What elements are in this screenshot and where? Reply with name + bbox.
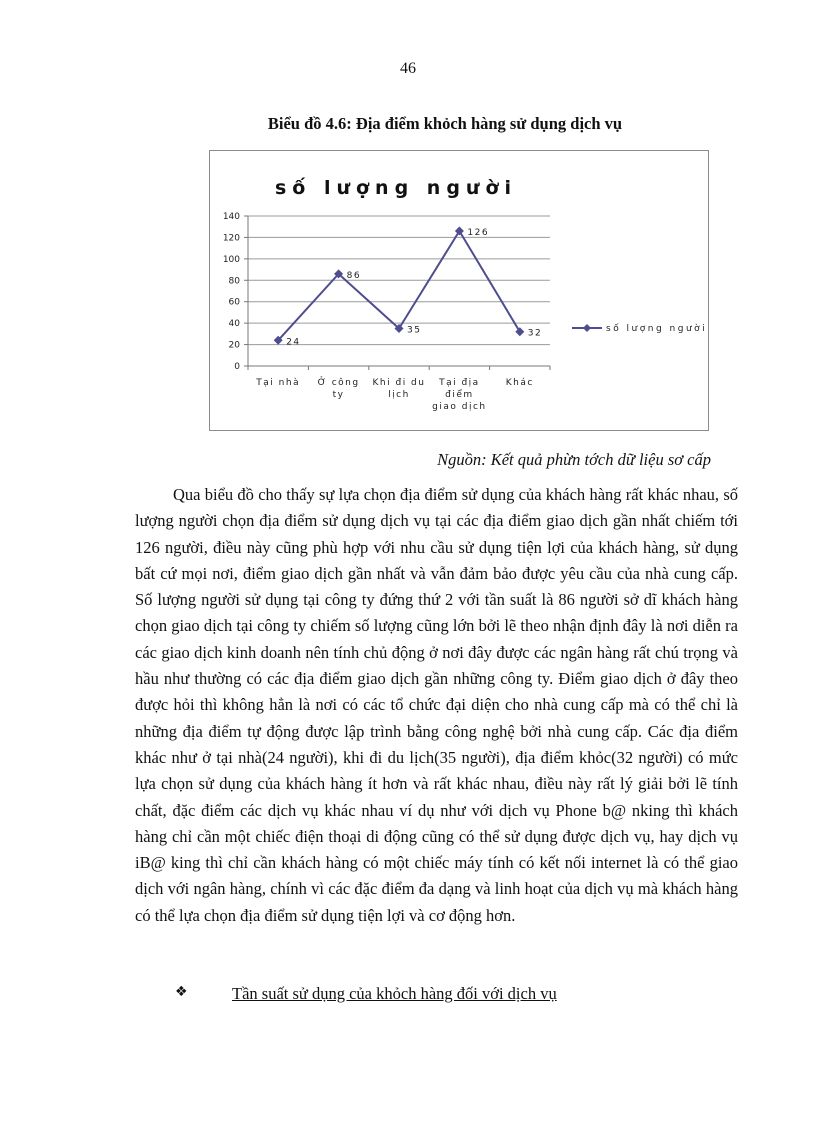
x-category-label: ty: [332, 390, 345, 400]
y-tick-label: 140: [222, 212, 240, 222]
legend-label: số lượng người: [606, 324, 708, 334]
data-label: 35: [407, 325, 422, 336]
x-category-label: Ở công: [317, 378, 360, 388]
chart-title: số lượng người: [274, 177, 518, 199]
chart-svg: [210, 151, 708, 430]
x-category-label: Tại địa: [439, 378, 480, 388]
data-point: [455, 227, 464, 236]
line-chart: [209, 150, 709, 431]
data-label: 86: [346, 270, 362, 281]
data-point: [515, 327, 524, 336]
data-label: 126: [467, 228, 490, 238]
x-category-label: giao dịch: [432, 402, 487, 412]
y-tick-label: 100: [222, 254, 240, 265]
body-paragraph: Qua biểu đồ cho thấy sự lựa chọn địa điểm sử dụng của khách hàng rất khác nhau, số lượng người chọn địa điểm sử dụng dịch vụ tại các địa điểm giao dịch gần nhất chiếm tới 126 người, điều này cũng phù hợp với nhu cầu sử dụng tiện lợi của khách hàng, sử dụng bất cứ mọi nơi, điểm giao dịch gần nhất và vẫn đảm bảo được yêu cầu của nhà cung cấp. Số lượng người sử dụng tại công ty đứng thứ 2 với tần suất là 86 người sở dĩ khách hàng chọn giao dịch tại công ty chiếm số lượng cũng lớn bởi lẽ theo nhận định đây là nơi diễn ra các giao dịch kinh doanh nên tính chủ động ở nơi đây được các ngân hàng rất chú trọng và hầu như thường có các địa điểm giao dịch gần những công ty. Điểm giao dịch ở đây theo được hỏi thì không hẳn là nơi có các tổ chức đại diện cho nhà cung cấp mà có thể chỉ là những địa điểm tự động được lập trình bằng công nghệ bởi nhà cung cấp. Các địa điểm khác như ở tại nhà(24 người), khi đi du lịch(35 người), địa điểm khỏc(32 người) có mức lựa chọn sử dụng của khách hàng ít hơn và rất khác nhau, điều này rất lý giải bởi lẽ tính chất, đặc điểm các dịch vụ khác nhau ví dụ như với dịch vụ Phone b@ nking thì khách hàng chỉ cần một chiếc điện thoại di động cũng có thể sử dụng được dịch vụ, hay dịch vụ iB@ king thì chỉ cần khách hàng có một chiếc máy tính có kết nối internet là có thể giao dịch với ngân hàng, chính vì các đặc điểm đa dạng và linh hoạt của dịch vụ mà khách hàng có thể lựa chọn địa điểm sử dụng tiện lợi và cơ động hơn.: [135, 485, 738, 925]
data-label: 32: [527, 328, 543, 339]
source-note: Nguồn: Kết quả phừn tớch dữ liệu sơ cấp: [437, 450, 711, 469]
legend-marker: [583, 324, 591, 332]
page-number: 46: [400, 60, 416, 77]
y-tick-label: 80: [228, 276, 240, 287]
y-tick-label: 60: [228, 297, 240, 308]
y-tick-label: 120: [222, 233, 240, 244]
figure-caption: Biểu đồ 4.6: Địa điểm khỏch hàng sử dụng dịch vụ: [267, 114, 623, 133]
series-line: [278, 231, 520, 340]
y-tick-label: 0: [234, 362, 240, 372]
x-category-label: Khi đi du: [372, 378, 426, 388]
four-diamond-icon: ❖: [175, 984, 188, 1000]
x-category-label: Tại nhà: [256, 378, 301, 388]
section-heading: Tần suất sử dụng của khỏch hàng đối với dịch vụ: [232, 984, 557, 1003]
x-category-label: Khác: [505, 378, 534, 388]
y-tick-label: 40: [228, 319, 240, 330]
data-label: 24: [286, 337, 301, 348]
x-category-label: lịch: [388, 390, 410, 400]
x-category-label: điểm: [445, 390, 474, 400]
y-tick-label: 20: [228, 340, 240, 351]
